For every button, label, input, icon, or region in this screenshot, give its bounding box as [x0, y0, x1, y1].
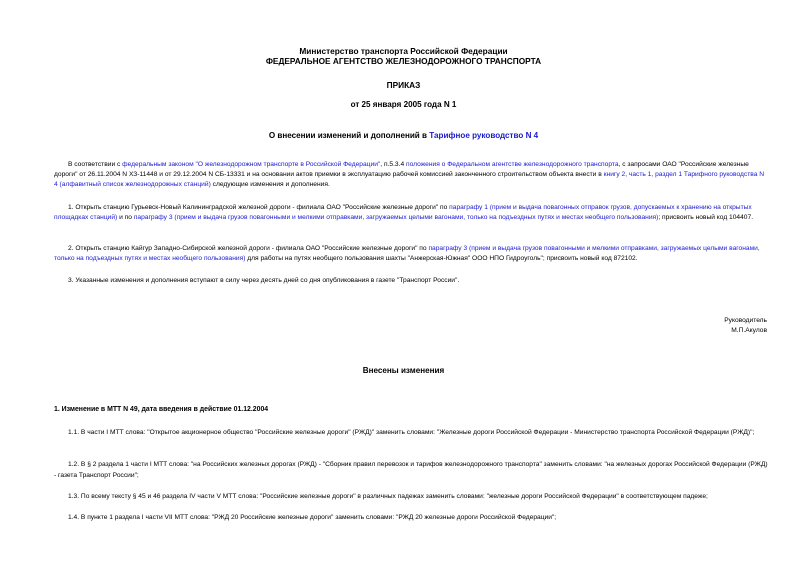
change-1-4-text: 1.4. В пункте 1 раздела I части VII МТТ слова: "РЖД 20 Российские железные дороги" заменить словами: "РЖД 20 железные дороги Российской Федерации";	[68, 514, 557, 521]
intro-text-4: следующие изменения и дополнения.	[210, 181, 330, 188]
document-title	[0, 131, 807, 140]
p1-paragraph3-link[interactable]: параграфу 3 (прием и выдача грузов повагонными и мелкими отправками, загружаемых целыми вагонами, только на подъездных путях и местах необщего пользования)	[133, 214, 659, 221]
intro-regulation-link[interactable]: положения о Федеральном агентстве железнодорожного транспорта	[406, 161, 619, 168]
document-date-number: от 25 января 2005 года N 1	[350, 100, 457, 109]
document-type: ПРИКАЗ	[386, 80, 421, 90]
p1-text-1: 1. Открыть станцию Гурьевск-Новый Калининградской железной дороги - филиала ОАО "Российские железные дороги" по	[68, 204, 450, 211]
ministry-name: Министерство транспорта Российской Федерации	[299, 46, 508, 56]
signature-position: Руководитель	[724, 317, 767, 324]
intro-paragraph	[54, 160, 768, 190]
p2-text-2: для работы на путях необщего пользования шахты "Анжерская-Южная" ООО НПО Гидроуголь"; присвоить новый код 872102.	[245, 255, 638, 262]
paragraph-1	[54, 203, 768, 223]
signature-name: М.П.Акулов	[731, 327, 767, 334]
p1-text-2: и по	[117, 214, 134, 221]
agency-name: ФЕДЕРАЛЬНОЕ АГЕНТСТВО ЖЕЛЕЗНОДОРОЖНОГО ТРАНСПОРТА	[265, 56, 542, 66]
p1-text-3: ; присвоить новый код 104407.	[658, 214, 754, 221]
intro-text-2: , п.5.3.4	[380, 161, 407, 168]
change-1-2-text: 1.2. В § 2 раздела 1 части I МТТ слова: "на Российских железных дорогах (РЖД) - "Сборник правил перевозок и тарифов железнодорожного транспорта" заменить словами: "на железных дорогах Российской Федерации (РЖД) - газета Транспорт России";	[54, 461, 768, 479]
change-1-2	[54, 460, 770, 481]
change-1-3-text: 1.3. По всему тексту § 45 и 46 раздела IV части V МТТ слова: "Российские железные дороги" в различных падежах заменить словами: "железные дороги Российской Федерации" в соответствующем падеже;	[68, 493, 708, 500]
title-link[interactable]: Тарифное руководство N 4	[429, 131, 539, 140]
paragraph-2	[54, 244, 768, 264]
paragraph-3	[54, 276, 768, 286]
p3-text: 3. Указанные изменения и дополнения вступают в силу через десять дней со дня опубликования в газете "Транспорт России".	[68, 277, 460, 284]
p2-text-1: 2. Открыть станцию Кайгур Западно-Сибирской железной дороги - филиала ОАО "Российские железные дороги" по	[68, 245, 429, 252]
change-1-3	[54, 492, 770, 503]
changes-heading: Внесены изменения	[362, 366, 445, 375]
change-1-1-text: 1.1. В части I МТТ слова: "Открытое акционерное общество "Российские железные дороги" (РЖД)" заменить словами: "Железные дороги Российской Федерации - Министерство транспорта Российской Федерации (РЖД)";	[68, 429, 755, 436]
change-1-1	[54, 428, 770, 439]
intro-text-3: , с запросами ОАО "Российские железные дороги" от 26.11.2004 N ХЗ-11448 и от 29.12.2004 N СБ-13331 и на основании актов приемки в эксплуатацию рабочей комиссией законченного строительством объекта внести в	[54, 161, 749, 178]
intro-text-1: В соответствии с	[68, 161, 123, 168]
title-prefix: О внесении изменений и дополнений в	[268, 131, 430, 140]
p1-paragraph1-link[interactable]: параграфу 1 (прием и выдача повагонных отправок грузов, допускаемых к хранению на открытых площадках станций)	[54, 204, 752, 221]
p2-paragraph3-link[interactable]: параграфу 3 (прием и выдача грузов повагонными и мелкими отправками, загружаемых целыми вагонами, только на подъездных путях и местах необщего пользования)	[54, 245, 760, 262]
intro-law-link[interactable]: федеральным законом "О железнодорожном транспорте в Российской Федерации"	[122, 161, 381, 168]
intro-book-link[interactable]: книгу 2, часть 1, раздел 1 Тарифного руководства N 4 (алфавитный список железнодорожных станций)	[54, 171, 765, 188]
change-1-4	[54, 513, 770, 524]
change-item-1: 1. Изменение в МТТ N 49, дата введения в действие 01.12.2004	[54, 406, 269, 413]
